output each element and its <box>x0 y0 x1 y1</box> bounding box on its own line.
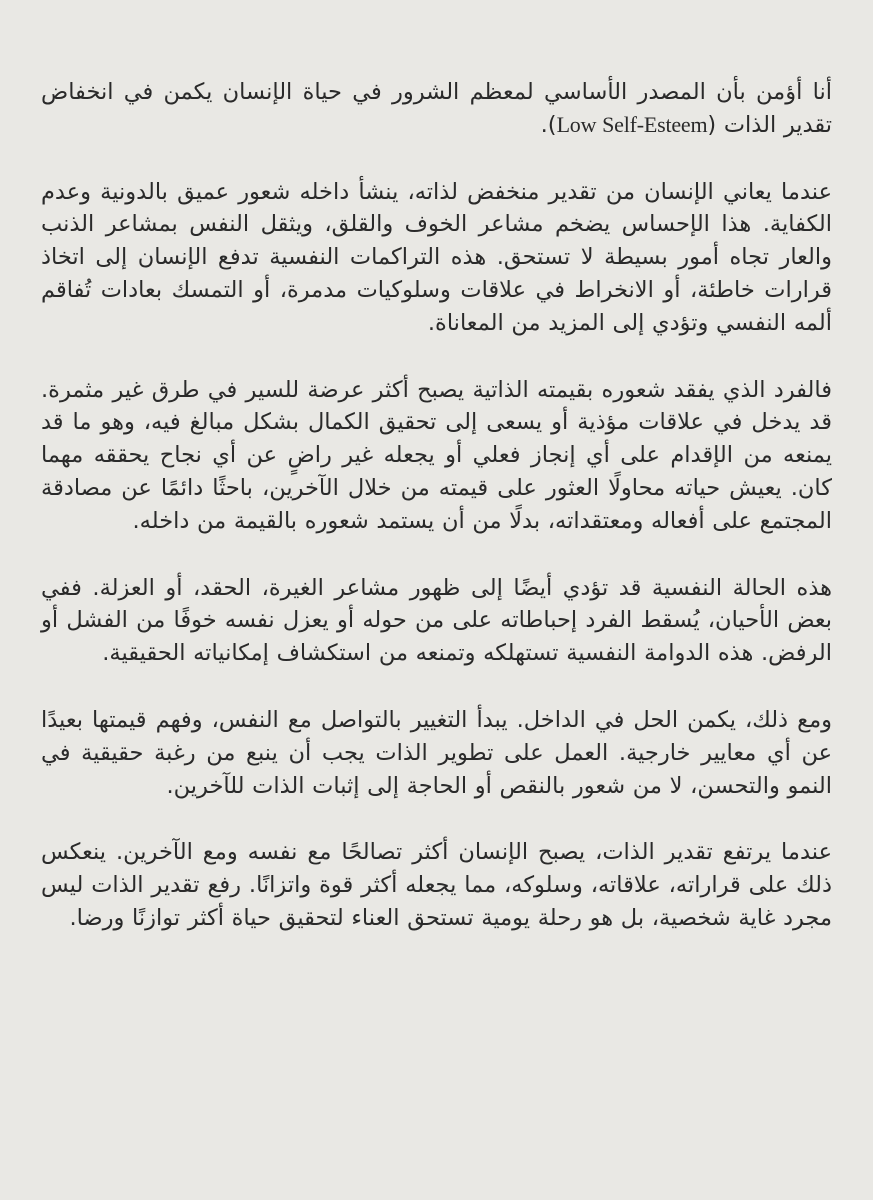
paragraph-5: ومع ذلك، يكمن الحل في الداخل. يبدأ التغيير بالتواصل مع النفس، وفهم قيمتها بعيدًا عن أي معايير خارجية. العمل على تطوير الذات يجب أن ينبع من رغبة حقيقية في النمو والتحسن، لا من شعور بالنقص أو الحاجة إلى إثبات الذات للآخرين. <box>41 706 832 799</box>
paragraph-intro <box>41 76 832 142</box>
intro-closing: ). <box>540 111 557 138</box>
intro-text: أنا أؤمن بأن المصدر الأساسي لمعظم الشرور في حياة الإنسان يكمن في انخفاض تقدير الذات ( <box>41 79 832 138</box>
paragraph-3: فالفرد الذي يفقد شعوره بقيمته الذاتية يصبح أكثر عرضة للسير في طرق غير مثمرة. قد يدخل في علاقات مؤذية أو يسعى إلى تحقيق الكمال بشكل مبالغ فيه، وهو ما قد يمنعه من الإقدام على أي إنجاز فعلي أو يجعله غير راضٍ عن أي نجاح يحققه مهما كان. يعيش حياته محاولًا العثور على قيمته من خلال الآخرين، باحثًا دائمًا عن مصادقة المجتمع على أفعاله ومعتقداته، بدلًا من أن يستمد شعوره بالقيمة من داخله. <box>41 376 832 534</box>
paragraph-4: هذه الحالة النفسية قد تؤدي أيضًا إلى ظهور مشاعر الغيرة، الحقد، أو العزلة. ففي بعض الأحيان، يُسقط الفرد إحباطاته على من حوله أو يعزل نفسه خوفًا من الفشل أو الرفض. هذه الدوامة النفسية تستهلكه وتمنعه من استكشاف إمكانياته الحقيقية. <box>41 574 832 667</box>
paragraph-2: عندما يعاني الإنسان من تقدير منخفض لذاته، ينشأ داخله شعور عميق بالدونية وعدم الكفاية. هذا الإحساس يضخم مشاعر الخوف والقلق، ويثقل النفس بمشاعر الذنب والعار تجاه أمور بسيطة لا تستحق. هذه التراكمات النفسية تدفع الإنسان إلى اتخاذ قرارات خاطئة، أو الانخراط في علاقات وسلوكيات مدمرة، أو التمسك بعادات تُفاقم ألمه النفسي وتؤدي إلى المزيد من المعاناة. <box>41 178 832 336</box>
paragraph-6: عندما يرتفع تقدير الذات، يصبح الإنسان أكثر تصالحًا مع نفسه ومع الآخرين. ينعكس ذلك على قراراته، علاقاته، وسلوكه، مما يجعله أكثر قوة واتزانًا. رفع تقدير الذات ليس مجرد غاية شخصية، بل هو رحلة يومية تستحق العناء لتحقيق حياة أكثر توازنًا ورضا. <box>41 839 832 931</box>
english-term: Low Self-Esteem <box>556 111 708 137</box>
